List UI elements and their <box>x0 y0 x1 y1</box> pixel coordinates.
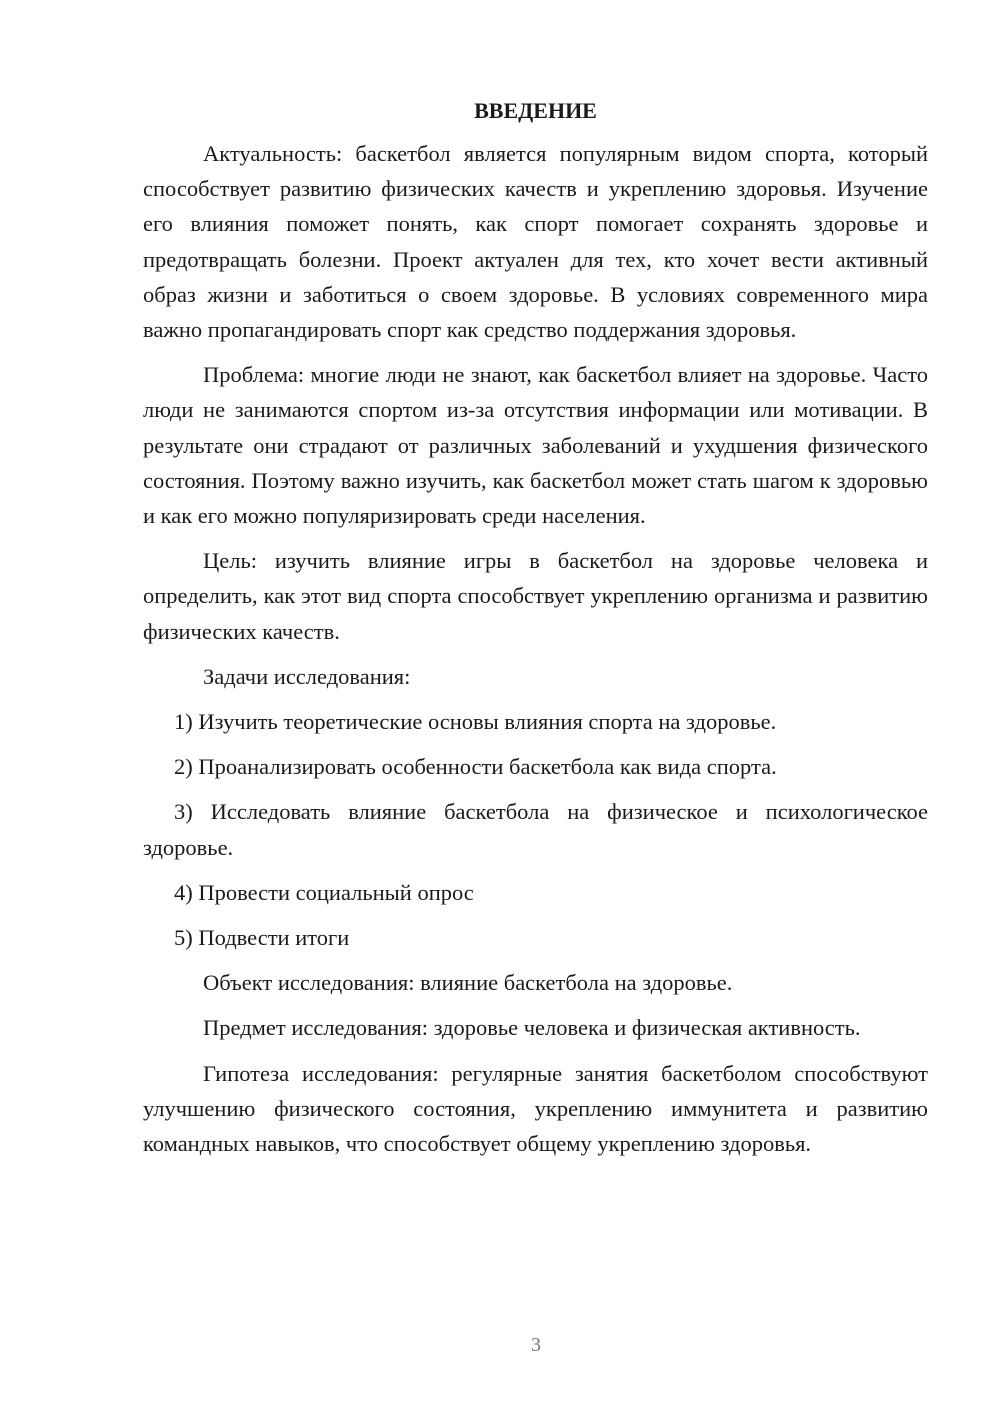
list-item: 4) Провести социальный опрос <box>174 879 474 905</box>
paragraph-goal: Цель: изучить влияние игры в баскетбол на здоровье человека и определить, как этот вид спорта способствует укреплению организма и развитию физических качеств. <box>143 548 928 644</box>
page-title: ВВЕДЕНИЕ <box>474 98 597 123</box>
paragraph-object: Объект исследования: влияние баскетбола на здоровье. <box>203 970 733 996</box>
page-number: 3 <box>531 1334 541 1356</box>
list-item: 3) Исследовать влияние баскетбола на физическое и психологическое здоровье. <box>143 799 928 860</box>
tasks-heading: Задачи исследования: <box>203 663 411 689</box>
paragraph-relevance: Актуальность: баскетбол является популярным видом спорта, который способствует развитию физических качеств и укреплению здоровья. Изучение его влияния поможет понять, как спорт помогает сохранять здоровье и предотвращать болезни. Проект актуален для тех, кто хочет вести активный образ жизни и заботиться о своем здоровье. В условиях современного мира важно пропагандировать спорт как средство поддержания здоровья. <box>143 141 928 343</box>
list-item: 5) Подвести итоги <box>174 925 350 951</box>
list-item: 1) Изучить теоретические основы влияния спорта на здоровье. <box>174 709 777 735</box>
paragraph-subject: Предмет исследования: здоровье человека и физическая активность. <box>203 1015 861 1041</box>
paragraph-hypothesis: Гипотеза исследования: регулярные занятия баскетболом способствуют улучшению физического состояния, укреплению иммунитета и развитию командных навыков, что способствует общему укреплению здоровья. <box>143 1060 928 1157</box>
list-item: 2) Проанализировать особенности баскетбола как вида спорта. <box>174 754 777 780</box>
document-page <box>143 95 928 1171</box>
paragraph-problem: Проблема: многие люди не знают, как баскетбол влияет на здоровье. Часто люди не занимаются спортом из-за отсутствия информации или мотивации. В результате они страдают от различных заболеваний и ухудшения физического состояния. Поэтому важно изучить, как баскетбол может стать шагом к здоровью и как его можно популяризировать среди населения. <box>143 362 928 529</box>
